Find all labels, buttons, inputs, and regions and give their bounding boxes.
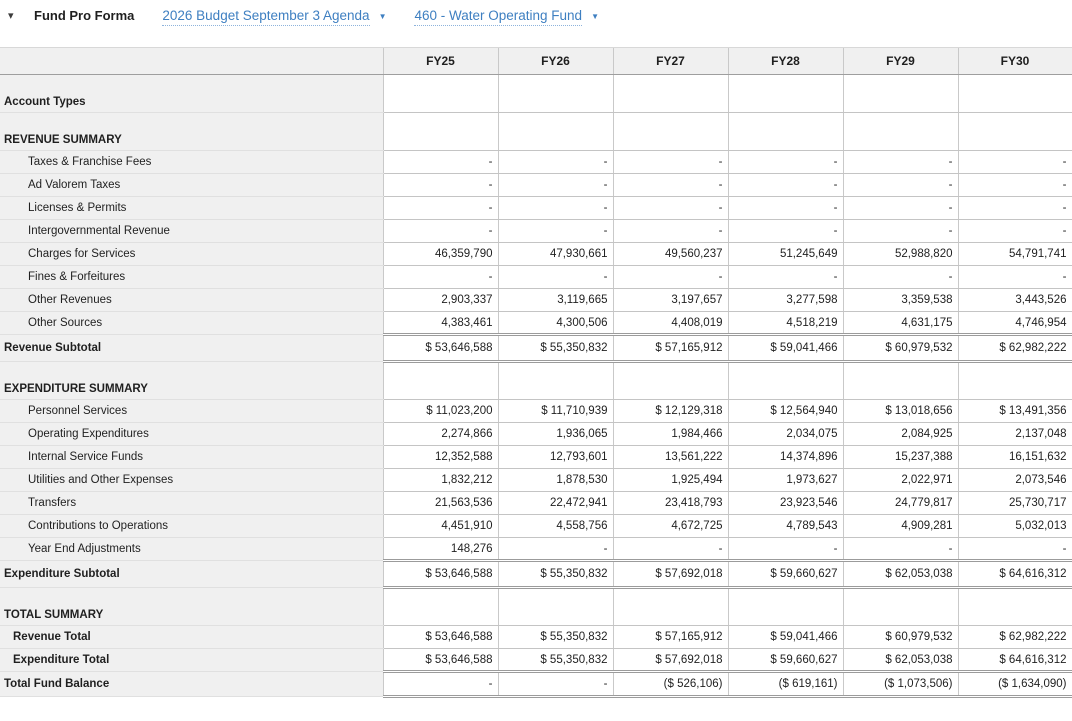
table-row: [0, 446, 1072, 469]
table-header: [0, 48, 1072, 75]
cell-value: [498, 75, 613, 113]
cell-value: $ 57,692,018: [613, 561, 728, 588]
row-label: Charges for Services: [0, 243, 383, 266]
budget-dropdown[interactable]: [162, 8, 386, 26]
panel-title: Fund Pro Forma: [34, 8, 135, 23]
cell-value: -: [498, 197, 613, 220]
row-label: Revenue Total: [0, 626, 383, 649]
cell-value: -: [843, 266, 958, 289]
cell-value: 12,793,601: [498, 446, 613, 469]
cell-value: 46,359,790: [383, 243, 498, 266]
row-label: TOTAL SUMMARY: [0, 588, 383, 626]
cell-value: 1,832,212: [383, 469, 498, 492]
cell-value: [728, 588, 843, 626]
cell-value: -: [843, 220, 958, 243]
cell-value: -: [383, 197, 498, 220]
cell-value: -: [498, 672, 613, 697]
table-row: [0, 492, 1072, 515]
row-label: REVENUE SUMMARY: [0, 113, 383, 151]
cell-value: -: [383, 174, 498, 197]
table-row: [0, 174, 1072, 197]
row-label: Other Sources: [0, 312, 383, 335]
cell-value: 2,022,971: [843, 469, 958, 492]
cell-value: [383, 75, 498, 113]
cell-value: 14,374,896: [728, 446, 843, 469]
cell-value: 4,789,543: [728, 515, 843, 538]
cell-value: $ 53,646,588: [383, 335, 498, 362]
column-header-fy30: FY30: [958, 48, 1072, 75]
cell-value: [383, 362, 498, 400]
cell-value: ($ 526,106): [613, 672, 728, 697]
cell-value: $ 13,018,656: [843, 400, 958, 423]
table-row: [0, 362, 1072, 400]
cell-value: [843, 362, 958, 400]
row-label: Year End Adjustments: [0, 538, 383, 561]
cell-value: $ 12,564,940: [728, 400, 843, 423]
cell-value: $ 55,350,832: [498, 561, 613, 588]
row-label: Total Fund Balance: [0, 672, 383, 697]
cell-value: 22,472,941: [498, 492, 613, 515]
cell-value: [958, 588, 1072, 626]
cell-value: 12,352,588: [383, 446, 498, 469]
cell-value: ($ 619,161): [728, 672, 843, 697]
cell-value: [843, 113, 958, 151]
cell-value: 1,936,065: [498, 423, 613, 446]
table-row: [0, 151, 1072, 174]
table-body: [0, 75, 1072, 697]
cell-value: [383, 113, 498, 151]
cell-value: -: [613, 266, 728, 289]
cell-value: -: [958, 538, 1072, 561]
cell-value: -: [958, 151, 1072, 174]
cell-value: ($ 1,073,506): [843, 672, 958, 697]
cell-value: [613, 75, 728, 113]
cell-value: $ 59,660,627: [728, 561, 843, 588]
cell-value: 2,903,337: [383, 289, 498, 312]
cell-value: 23,418,793: [613, 492, 728, 515]
row-label: Revenue Subtotal: [0, 335, 383, 362]
cell-value: 4,300,506: [498, 312, 613, 335]
cell-value: [498, 588, 613, 626]
cell-value: -: [498, 174, 613, 197]
cell-value: 1,925,494: [613, 469, 728, 492]
cell-value: 16,151,632: [958, 446, 1072, 469]
cell-value: $ 62,982,222: [958, 335, 1072, 362]
row-label: Expenditure Subtotal: [0, 561, 383, 588]
table-row: [0, 561, 1072, 588]
table-row: [0, 469, 1072, 492]
cell-value: [843, 588, 958, 626]
cell-value: -: [728, 538, 843, 561]
cell-value: $ 55,350,832: [498, 649, 613, 672]
cell-value: $ 59,660,627: [728, 649, 843, 672]
table-row: [0, 312, 1072, 335]
row-label: Account Types: [0, 75, 383, 113]
cell-value: [958, 75, 1072, 113]
cell-value: -: [843, 538, 958, 561]
cell-value: $ 12,129,318: [613, 400, 728, 423]
cell-value: [498, 362, 613, 400]
fund-dropdown-label: 460 - Water Operating Fund: [414, 8, 582, 26]
cell-value: 4,383,461: [383, 312, 498, 335]
cell-value: 148,276: [383, 538, 498, 561]
column-header-fy28: FY28: [728, 48, 843, 75]
cell-value: 5,032,013: [958, 515, 1072, 538]
cell-value: [613, 588, 728, 626]
cell-value: -: [613, 151, 728, 174]
cell-value: -: [728, 174, 843, 197]
table-row: [0, 243, 1072, 266]
cell-value: -: [728, 266, 843, 289]
cell-value: $ 60,979,532: [843, 335, 958, 362]
cell-value: -: [498, 266, 613, 289]
column-header-fy27: FY27: [613, 48, 728, 75]
cell-value: ($ 1,634,090): [958, 672, 1072, 697]
cell-value: 2,034,075: [728, 423, 843, 446]
cell-value: -: [383, 266, 498, 289]
cell-value: 2,137,048: [958, 423, 1072, 446]
cell-value: 23,923,546: [728, 492, 843, 515]
cell-value: 49,560,237: [613, 243, 728, 266]
cell-value: [383, 588, 498, 626]
cell-value: -: [958, 197, 1072, 220]
cell-value: $ 62,053,038: [843, 649, 958, 672]
cell-value: 2,274,866: [383, 423, 498, 446]
cell-value: -: [613, 197, 728, 220]
table-row: [0, 515, 1072, 538]
table-row: [0, 197, 1072, 220]
cell-value: -: [843, 174, 958, 197]
cell-value: [728, 362, 843, 400]
row-label: Ad Valorem Taxes: [0, 174, 383, 197]
panel-titlebar: [0, 0, 1072, 47]
cell-value: 4,631,175: [843, 312, 958, 335]
row-label: Intergovernmental Revenue: [0, 220, 383, 243]
cell-value: [728, 113, 843, 151]
cell-value: 4,451,910: [383, 515, 498, 538]
table-corner-cell: [0, 48, 383, 75]
cell-value: 4,518,219: [728, 312, 843, 335]
cell-value: 54,791,741: [958, 243, 1072, 266]
cell-value: [498, 113, 613, 151]
cell-value: $ 55,350,832: [498, 335, 613, 362]
column-header-fy29: FY29: [843, 48, 958, 75]
budget-dropdown-label: 2026 Budget September 3 Agenda: [162, 8, 369, 26]
cell-value: $ 11,710,939: [498, 400, 613, 423]
cell-value: $ 57,165,912: [613, 626, 728, 649]
row-label: Fines & Forfeitures: [0, 266, 383, 289]
pro-forma-table: [0, 47, 1072, 698]
cell-value: -: [958, 266, 1072, 289]
table-row: [0, 588, 1072, 626]
table-row: [0, 672, 1072, 697]
cell-value: -: [498, 151, 613, 174]
cell-value: -: [383, 220, 498, 243]
cell-value: $ 62,982,222: [958, 626, 1072, 649]
cell-value: -: [958, 220, 1072, 243]
table-row: [0, 335, 1072, 362]
cell-value: 1,973,627: [728, 469, 843, 492]
cell-value: -: [613, 174, 728, 197]
row-label: Operating Expenditures: [0, 423, 383, 446]
row-label: Internal Service Funds: [0, 446, 383, 469]
row-label: Personnel Services: [0, 400, 383, 423]
row-label: EXPENDITURE SUMMARY: [0, 362, 383, 400]
cell-value: 4,909,281: [843, 515, 958, 538]
cell-value: -: [613, 220, 728, 243]
cell-value: $ 60,979,532: [843, 626, 958, 649]
row-label: Other Revenues: [0, 289, 383, 312]
cell-value: [613, 113, 728, 151]
cell-value: 3,359,538: [843, 289, 958, 312]
table-row: [0, 113, 1072, 151]
cell-value: 4,672,725: [613, 515, 728, 538]
cell-value: [958, 362, 1072, 400]
cell-value: 21,563,536: [383, 492, 498, 515]
row-label: Transfers: [0, 492, 383, 515]
cell-value: [958, 113, 1072, 151]
cell-value: -: [498, 220, 613, 243]
cell-value: -: [843, 151, 958, 174]
cell-value: 4,746,954: [958, 312, 1072, 335]
cell-value: $ 57,692,018: [613, 649, 728, 672]
cell-value: 1,984,466: [613, 423, 728, 446]
cell-value: $ 53,646,588: [383, 561, 498, 588]
cell-value: 47,930,661: [498, 243, 613, 266]
header-row: [0, 48, 1072, 75]
column-header-fy26: FY26: [498, 48, 613, 75]
column-header-fy25: FY25: [383, 48, 498, 75]
table-row: [0, 626, 1072, 649]
cell-value: 3,277,598: [728, 289, 843, 312]
cell-value: $ 57,165,912: [613, 335, 728, 362]
cell-value: $ 64,616,312: [958, 649, 1072, 672]
row-label: Contributions to Operations: [0, 515, 383, 538]
cell-value: $ 11,023,200: [383, 400, 498, 423]
cell-value: 24,779,817: [843, 492, 958, 515]
table-row: [0, 423, 1072, 446]
cell-value: $ 59,041,466: [728, 335, 843, 362]
cell-value: -: [728, 220, 843, 243]
cell-value: -: [498, 538, 613, 561]
cell-value: $ 62,053,038: [843, 561, 958, 588]
row-label: Expenditure Total: [0, 649, 383, 672]
cell-value: -: [383, 672, 498, 697]
cell-value: -: [843, 197, 958, 220]
cell-value: -: [728, 151, 843, 174]
table-row: [0, 220, 1072, 243]
cell-value: -: [383, 151, 498, 174]
cell-value: $ 53,646,588: [383, 626, 498, 649]
cell-value: 52,988,820: [843, 243, 958, 266]
cell-value: 3,197,657: [613, 289, 728, 312]
cell-value: 3,443,526: [958, 289, 1072, 312]
cell-value: $ 59,041,466: [728, 626, 843, 649]
cell-value: -: [958, 174, 1072, 197]
table-row: [0, 75, 1072, 113]
row-label: Taxes & Franchise Fees: [0, 151, 383, 174]
cell-value: [728, 75, 843, 113]
cell-value: 1,878,530: [498, 469, 613, 492]
cell-value: 3,119,665: [498, 289, 613, 312]
fund-dropdown[interactable]: [414, 8, 599, 26]
table-row: [0, 538, 1072, 561]
cell-value: 2,084,925: [843, 423, 958, 446]
collapse-toggle-icon[interactable]: ▾: [8, 10, 14, 22]
caret-down-icon: ▼: [591, 12, 599, 21]
cell-value: 13,561,222: [613, 446, 728, 469]
caret-down-icon: ▼: [378, 12, 387, 21]
table-row: [0, 400, 1072, 423]
cell-value: 25,730,717: [958, 492, 1072, 515]
cell-value: $ 64,616,312: [958, 561, 1072, 588]
table-row: [0, 649, 1072, 672]
cell-value: 2,073,546: [958, 469, 1072, 492]
table-row: [0, 289, 1072, 312]
cell-value: [613, 362, 728, 400]
cell-value: $ 13,491,356: [958, 400, 1072, 423]
cell-value: -: [613, 538, 728, 561]
table-row: [0, 266, 1072, 289]
row-label: Licenses & Permits: [0, 197, 383, 220]
cell-value: [843, 75, 958, 113]
cell-value: -: [728, 197, 843, 220]
row-label: Utilities and Other Expenses: [0, 469, 383, 492]
cell-value: 51,245,649: [728, 243, 843, 266]
cell-value: $ 53,646,588: [383, 649, 498, 672]
cell-value: 4,558,756: [498, 515, 613, 538]
cell-value: $ 55,350,832: [498, 626, 613, 649]
cell-value: 4,408,019: [613, 312, 728, 335]
cell-value: 15,237,388: [843, 446, 958, 469]
